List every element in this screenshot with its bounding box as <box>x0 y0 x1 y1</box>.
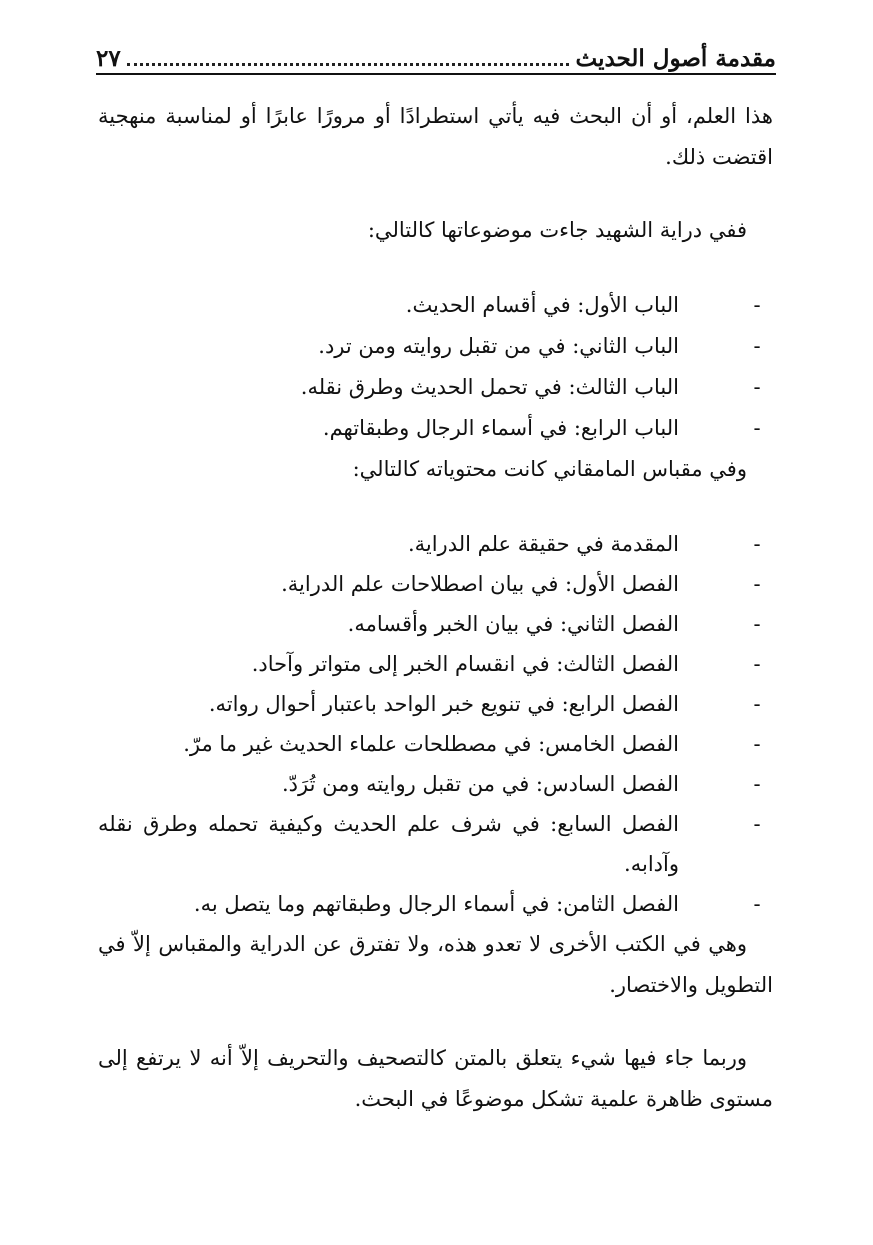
list-item <box>98 367 773 408</box>
list-item <box>98 804 773 884</box>
list-item-text: المقدمة في حقيقة علم الدراية. <box>407 532 679 556</box>
list-item-text: الفصل الخامس: في مصطلحات علماء الحديث غير ما مرّ. <box>183 732 679 756</box>
shahid-chapter-list <box>98 285 773 449</box>
page-body <box>98 96 773 1120</box>
other-books-paragraph: وهي في الكتب الأخرى لا تعدو هذه، ولا تفترق عن الدراية والمقباس إلاّ في التطويل والاختصار. <box>98 932 773 997</box>
list-item <box>98 408 773 449</box>
list-dash: - <box>753 572 761 596</box>
list-item-text: الفصل الثالث: في انقسام الخبر إلى متواتر وآحاد. <box>251 652 679 676</box>
header-title: مقدمة أصول الحديث <box>575 45 776 72</box>
list-item-text: الفصل الثاني: في بيان الخبر وأقسامه. <box>347 612 679 636</box>
list-dash: - <box>753 375 761 399</box>
list-dash: - <box>753 293 761 317</box>
list-item-text: الفصل السادس: في من تقبل روايته ومن تُرَدّ. <box>281 772 679 796</box>
miqbas-chapter-list <box>98 524 773 924</box>
list-item <box>98 884 773 924</box>
list-dash: - <box>753 416 761 440</box>
intro-paragraph: هذا العلم، أو أن البحث فيه يأتي استطرادًا أو مرورًا عابرًا أو لمناسبة منهجية اقتضت ذلك. <box>98 104 773 169</box>
list-item <box>98 524 773 564</box>
list-item <box>98 604 773 644</box>
list-item-text: الباب الثاني: في من تقبل روايته ومن ترد. <box>318 334 679 358</box>
list-item-text: الفصل الرابع: في تنويع خبر الواحد باعتبار أحوال رواته. <box>208 692 679 716</box>
list-item <box>98 285 773 326</box>
header-leader-dots <box>127 62 570 66</box>
running-header <box>96 28 776 72</box>
list-dash: - <box>753 892 761 916</box>
matn-paragraph: وربما جاء فيها شيء يتعلق بالمتن كالتصحيف والتحريف إلاّ أنه لا يرتفع إلى مستوى ظاهرة علمية تشكل موضوعًا في البحث. <box>98 1046 773 1111</box>
list-dash: - <box>753 692 761 716</box>
list-item-text: الباب الأول: في أقسام الحديث. <box>405 293 679 317</box>
list-dash: - <box>753 652 761 676</box>
list-dash: - <box>753 334 761 358</box>
header-rule <box>96 73 776 75</box>
shahid-intro-paragraph: ففي دراية الشهيد جاءت موضوعاتها كالتالي: <box>367 218 747 242</box>
list-item-text: الفصل الأول: في بيان اصطلاحات علم الدراية. <box>281 572 679 596</box>
list-item-text: الفصل السابع: في شرف علم الحديث وكيفية تحمله وطرق نقله وآدابه. <box>98 812 679 876</box>
list-item <box>98 764 773 804</box>
list-item <box>98 644 773 684</box>
page-number: ٢٧ <box>96 45 121 72</box>
list-item-text: الباب الثالث: في تحمل الحديث وطرق نقله. <box>300 375 679 399</box>
list-item <box>98 684 773 724</box>
list-dash: - <box>753 612 761 636</box>
list-item <box>98 326 773 367</box>
list-dash: - <box>753 812 761 836</box>
list-dash: - <box>753 732 761 756</box>
list-item-text: الفصل الثامن: في أسماء الرجال وطبقاتهم وما يتصل به. <box>193 892 679 916</box>
list-item <box>98 564 773 604</box>
list-dash: - <box>753 772 761 796</box>
list-item <box>98 724 773 764</box>
miqbas-intro-paragraph: وفي مقباس المامقاني كانت محتوياته كالتالي: <box>352 457 747 481</box>
list-dash: - <box>753 532 761 556</box>
list-item-text: الباب الرابع: في أسماء الرجال وطبقاتهم. <box>322 416 679 440</box>
